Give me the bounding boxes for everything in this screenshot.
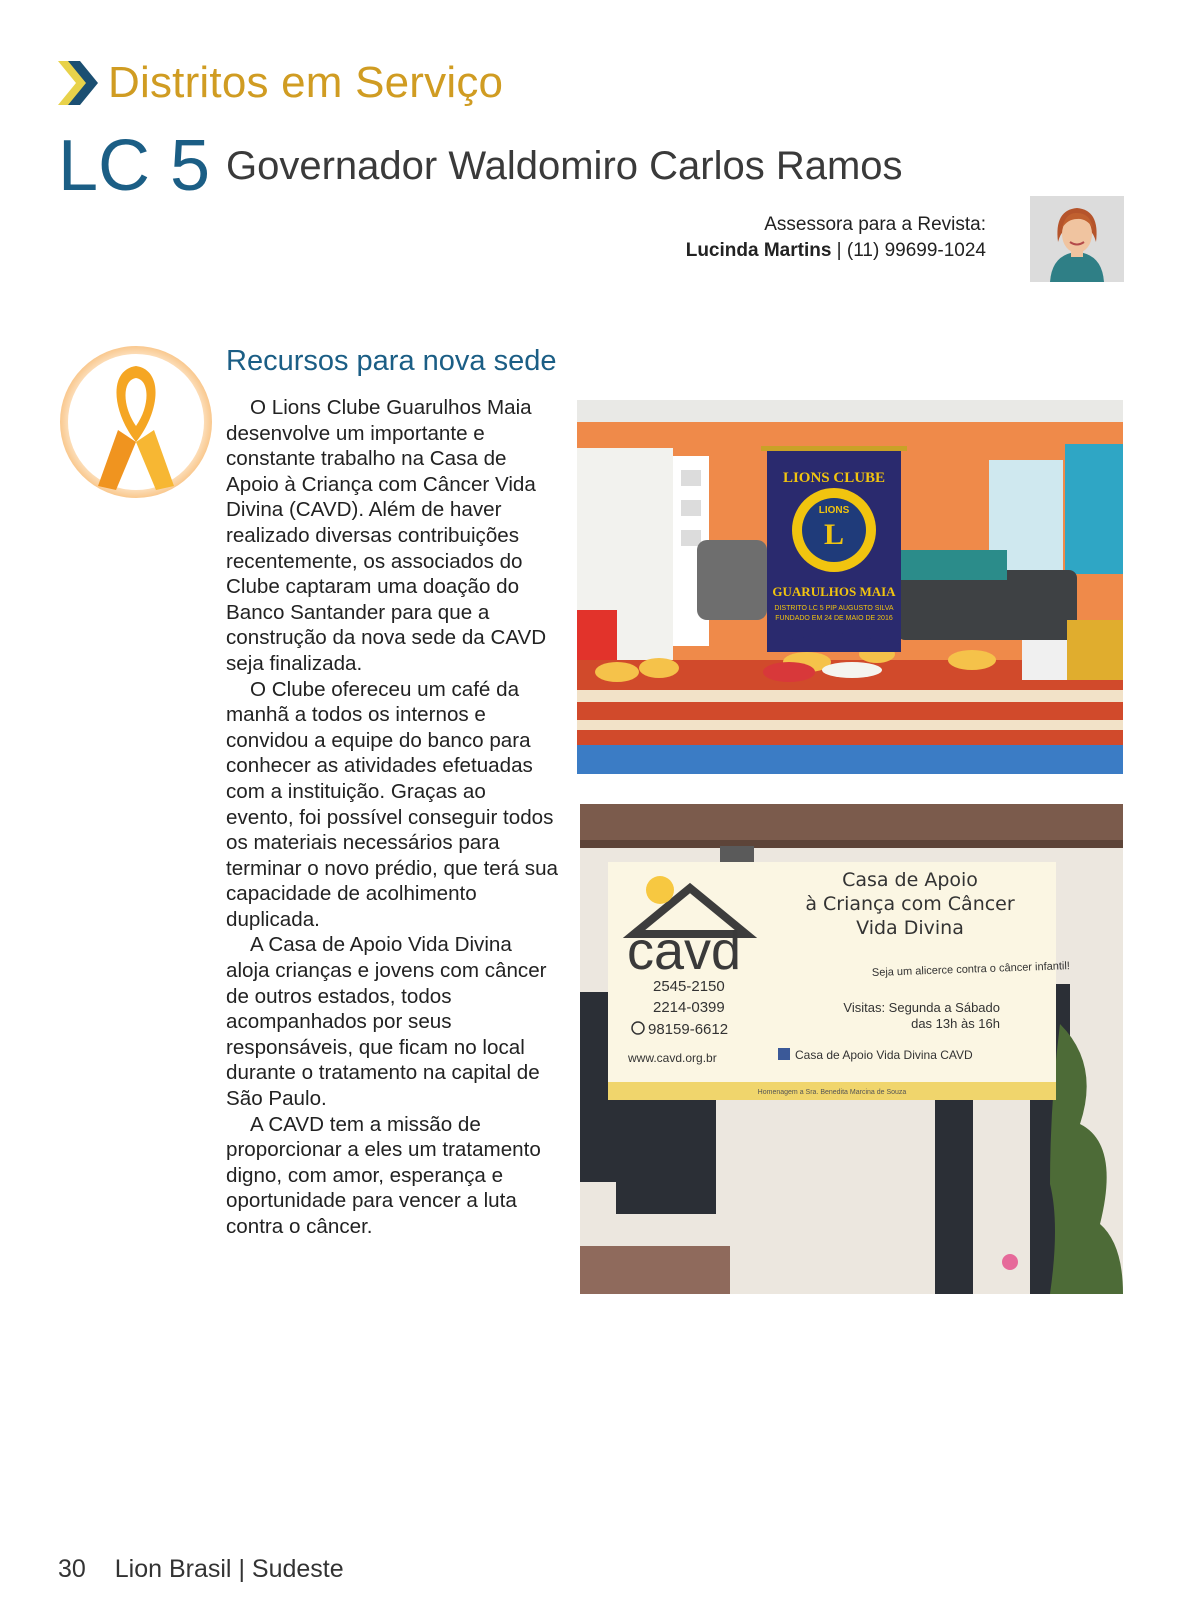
assessor-contact (686, 238, 986, 264)
assessor-info (686, 212, 986, 264)
banner-logo-letter: L (823, 518, 845, 551)
banner-logo-text: LIONS (818, 505, 850, 516)
sign-visits-1: Visitas: Segunda a Sábado (843, 1000, 1000, 1015)
banner-founded: FUNDADO EM 24 DE MAIO DE 2016 (775, 615, 893, 622)
assessor-label: Assessora para a Revista: (764, 214, 986, 235)
sign-title-2: à Criança com Câncer (805, 893, 1015, 915)
page-number: 30 (58, 1555, 86, 1583)
footer-separator: | (238, 1555, 245, 1583)
assessor-separator: | (831, 240, 847, 261)
assessor-name: Lucinda Martins (685, 240, 832, 261)
assessor-phone: (11) 99699-1024 (846, 240, 986, 261)
section-header (58, 58, 503, 108)
section-title: Distritos em Serviço (108, 58, 504, 107)
breakfast-photo (577, 400, 1123, 774)
article-paragraph: A Casa de Apoio Vida Divina aloja crianças e jovens com câncer de outros estados, todos acompanhados por seus responsáveis, que ficam no local durante o tratamento na capital de São Paulo. (226, 933, 547, 1111)
sign-title-3: Vida Divina (856, 917, 964, 939)
facebook-icon (778, 1048, 790, 1060)
cavd-logo: cavd (626, 921, 742, 981)
page-footer (58, 1555, 344, 1584)
sign-whatsapp: 98159-6612 (648, 1021, 729, 1038)
banner-club-name: GUARULHOS MAIA (772, 584, 896, 599)
cavd-building-photo (580, 804, 1123, 1294)
governor-name: Governador Waldomiro Carlos Ramos (226, 144, 903, 188)
assessor-portrait (1030, 196, 1124, 282)
article-paragraph: O Clube ofereceu um café da manhã a todos os internos e convidou a equipe do banco para conhecer as atividades efetuadas com a instituição. Graças ao evento, foi possível conseguir todos os materiais necessários para terminar o novo prédio, que terá sua capacidade de acolhimento duplicada. (226, 677, 558, 931)
sign-website: www.cavd.org.br (628, 1051, 717, 1065)
sign-phone-1: 2545-2150 (653, 978, 725, 995)
sign-phone-2: 2214-0399 (653, 999, 725, 1016)
sign-visits-2: das 13h às 16h (911, 1016, 1000, 1031)
article-paragraph: A CAVD tem a missão de proporcionar a eles um tratamento digno, com amor, esperança e oportunidade para vencer a luta contra o câncer. (226, 1112, 541, 1238)
publication-name: Lion Brasil (114, 1555, 232, 1583)
region-name: Sudeste (251, 1555, 344, 1583)
article-body (226, 395, 558, 1240)
banner-top-text: LIONS CLUBE (782, 470, 886, 486)
awareness-ribbon-icon (58, 344, 214, 500)
sign-tribute: Homenagem a Sra. Benedita Marcina de Souza (757, 1089, 907, 1096)
sign-facebook: Casa de Apoio Vida Divina CAVD (795, 1048, 973, 1062)
chevron-right-icon (58, 61, 98, 105)
banner-district: DISTRITO LC 5 PIP AUGUSTO SILVA (774, 605, 894, 612)
sign-slogan: Seja um alicerce contra o câncer infantil! (871, 960, 1071, 979)
sign-title-1: Casa de Apoio (842, 869, 978, 891)
district-code: LC 5 (58, 126, 211, 206)
article-paragraph: O Lions Clube Guarulhos Maia desenvolve um importante e constante trabalho na Casa de Apoio à Criança com Câncer Vida Divina (CAVD). Além de haver realizado diversas contribuições recentemente, os associados do Clube captaram uma doação do Banco Santander para que a construção da nova sede da CAVD seja finalizada. (226, 396, 547, 675)
article-title: Recursos para nova sede (226, 345, 557, 377)
